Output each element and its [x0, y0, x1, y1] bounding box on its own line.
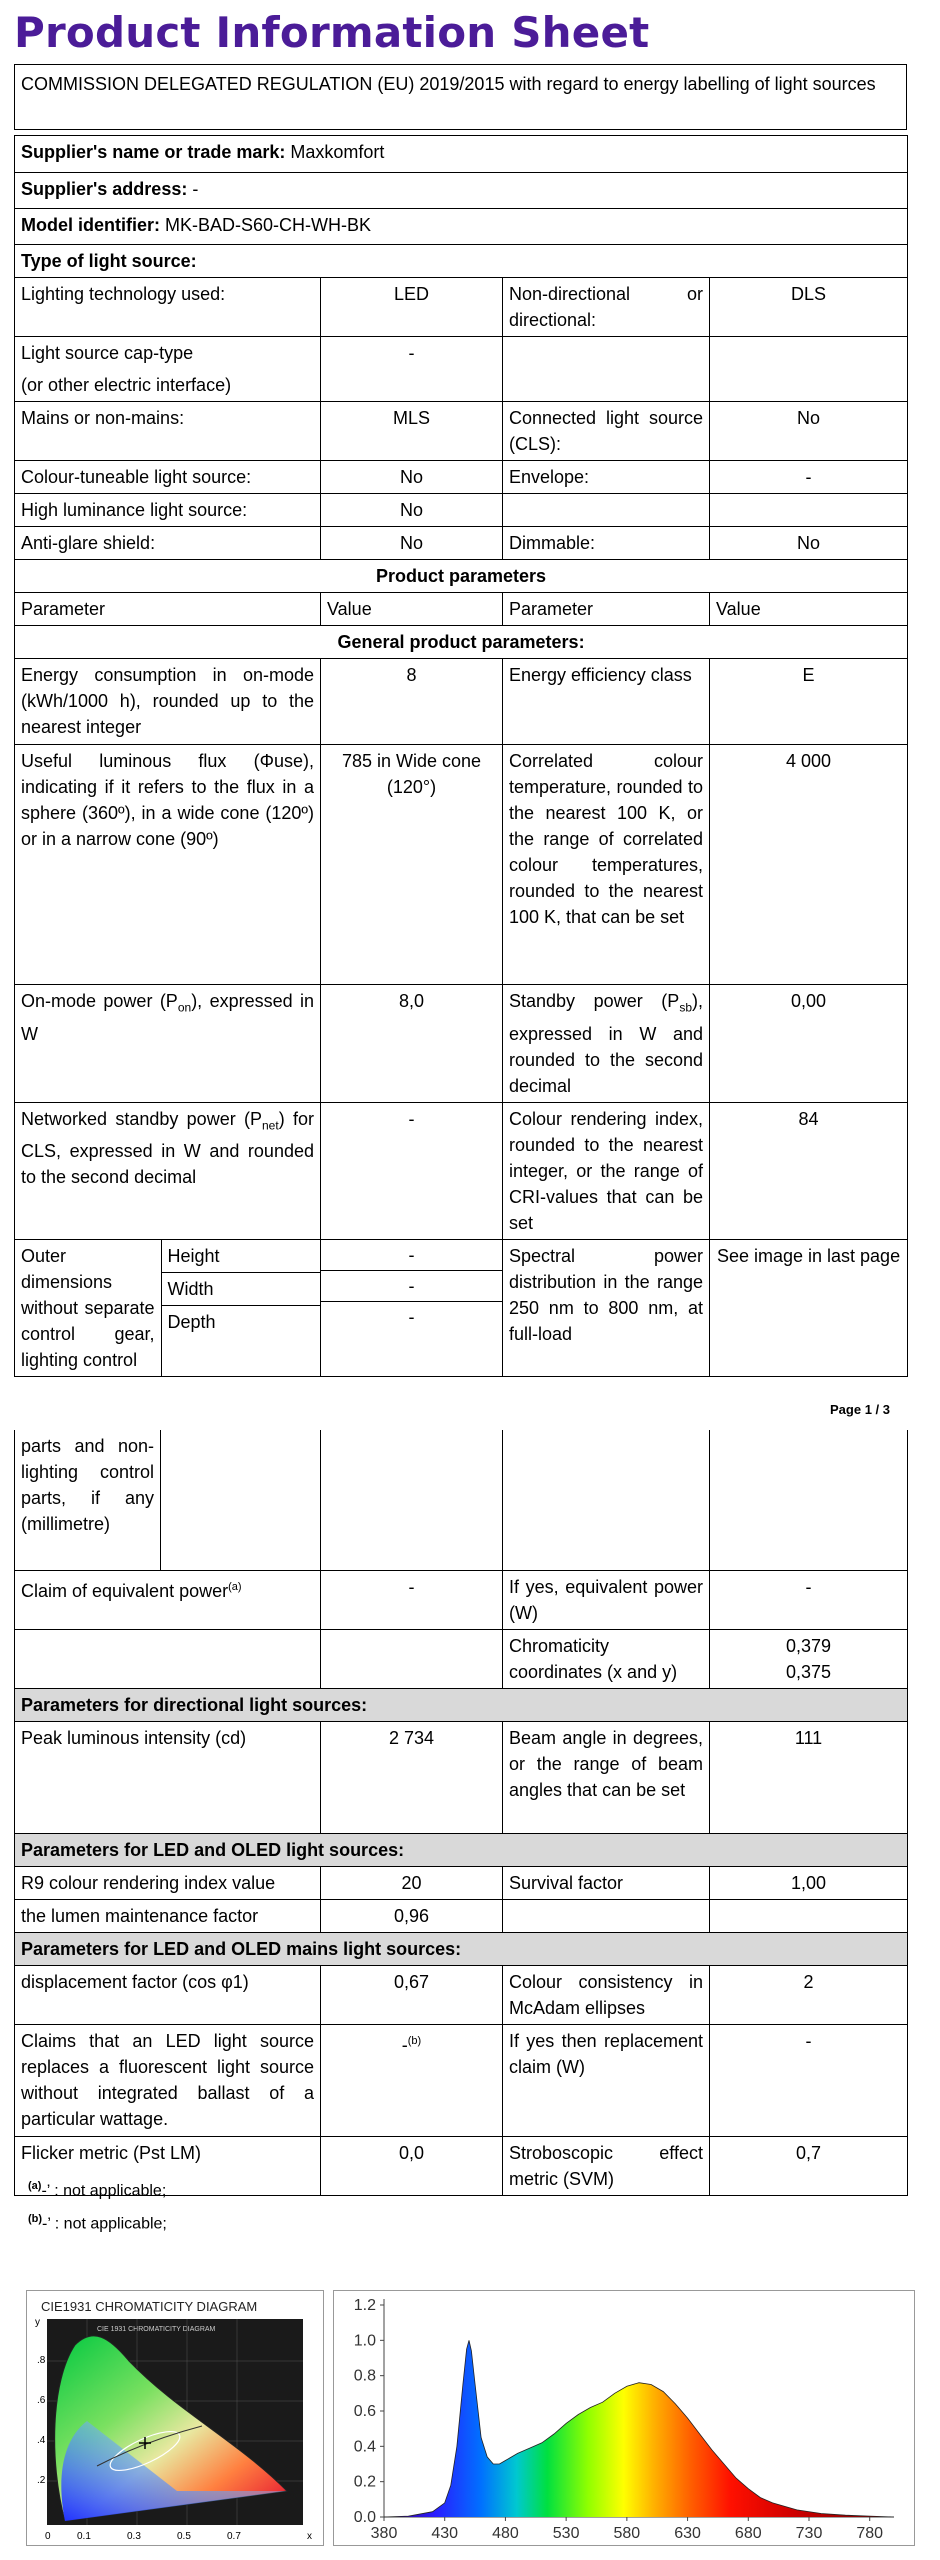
footnote-b-text: -’ : not applicable; — [42, 2215, 167, 2233]
empty-cell — [710, 494, 908, 527]
cie-x-tick: 0.7 — [227, 2531, 241, 2542]
spectral-chart-panel — [333, 2290, 915, 2546]
product-table-page1 — [14, 135, 908, 1377]
page-title: Product Information Sheet — [14, 8, 650, 57]
r9-value: 20 — [321, 1866, 503, 1899]
claim-equivalent-power-label — [15, 1570, 321, 1629]
cct-value: 4 000 — [710, 745, 908, 985]
product-table-page2 — [14, 1430, 908, 2196]
footnote-a-mark: (a) — [28, 2180, 42, 2192]
luminous-flux-label: Useful luminous flux (Φuse), indicating if it refers to the flux in a sphere (360º), in a wide cone (120º) or in a narrow cone (90º) — [15, 745, 321, 985]
x-tick-label: 680 — [734, 2525, 762, 2542]
cie-title: CIE1931 CHROMATICITY DIAGRAM — [41, 2299, 258, 2314]
outer-dimensions-label: Outer dimensions without separate control gear, lighting control — [15, 1240, 161, 1376]
chromaticity-y: 0,375 — [785, 1661, 832, 1682]
model-identifier-row — [15, 209, 908, 245]
networked-standby-label-pre: Networked standby power (P — [21, 1108, 262, 1129]
standby-power-label-sub: sb — [679, 1000, 692, 1015]
mains-label: Mains or non-mains: — [15, 402, 321, 461]
on-mode-power-label-post: ), expressed in W — [21, 991, 314, 1044]
chromaticity-x: 0,379 — [785, 1635, 832, 1656]
fluorescent-claim-note: (b) — [407, 2034, 422, 2047]
model-identifier-value: MK-BAD-S60-CH-WH-BK — [165, 215, 372, 235]
spd-label: Spectral power distribution in the range 250 nm to 800 nm, at full-load — [503, 1239, 710, 1376]
beam-angle-label: Beam angle in degrees, or the range of beam angles that can be set — [503, 1721, 710, 1833]
empty-cell — [710, 1430, 908, 1570]
envelope-value: - — [710, 461, 908, 494]
high-luminance-label: High luminance light source: — [15, 494, 321, 527]
stroboscopic-value: 0,7 — [710, 2136, 908, 2195]
directional-label: Non-directional or directional: — [503, 278, 710, 337]
spectral-area — [384, 2340, 894, 2517]
col-header-parameter: Parameter — [503, 593, 710, 626]
y-tick-label: 1.0 — [353, 2332, 376, 2350]
cie-x-tick: 0.5 — [177, 2531, 191, 2542]
x-tick-label: 780 — [856, 2525, 884, 2542]
cie-x-tick: 0.3 — [127, 2531, 141, 2542]
col-header-value: Value — [710, 593, 908, 626]
displacement-factor-label: displacement factor (cos φ1) — [15, 1965, 321, 2024]
cct-label: Correlated colour temperature, rounded to the nearest 100 K, or the range of correlated colour temperatures, rounded to the nearest 100 K, that can be set — [503, 745, 710, 985]
cap-type-label-line2: (or other electric interface) — [21, 375, 232, 395]
directional-heading: Parameters for directional light sources: — [15, 1688, 908, 1721]
general-parameters-heading: General product parameters: — [15, 626, 908, 659]
empty-cell — [710, 337, 908, 402]
spd-value: See image in last page — [710, 1239, 908, 1376]
networked-standby-label — [15, 1102, 321, 1239]
dimmable-value: No — [710, 527, 908, 560]
empty-cell — [15, 1629, 321, 1688]
standby-power-value: 0,00 — [710, 985, 908, 1103]
equivalent-power-value: - — [710, 1570, 908, 1629]
lumen-maintenance-label: the lumen maintenance factor — [15, 1899, 321, 1932]
survival-factor-value: 1,00 — [710, 1866, 908, 1899]
cie-x-label: x — [307, 2531, 312, 2542]
empty-cell — [321, 1629, 503, 1688]
col-header-value: Value — [321, 593, 503, 626]
x-tick-label: 430 — [431, 2525, 459, 2542]
anti-glare-value: No — [321, 527, 503, 560]
cri-value: 84 — [710, 1102, 908, 1239]
cls-value: No — [710, 402, 908, 461]
supplier-name-value: Maxkomfort — [290, 142, 385, 162]
mains-value: MLS — [321, 402, 503, 461]
cap-type-label-line1: Light source cap-type — [21, 343, 194, 363]
dimmable-label: Dimmable: — [503, 527, 710, 560]
cie-y-tick: .6 — [37, 2395, 46, 2406]
outer-dimensions-label-continued: parts and non-lighting control parts, if any (millimetre) — [15, 1430, 161, 1570]
on-mode-power-label-sub: on — [177, 1000, 192, 1015]
stroboscopic-label: Stroboscopic effect metric (SVM) — [503, 2136, 710, 2195]
y-tick-label: 0.6 — [353, 2403, 376, 2420]
networked-standby-label-sub: net — [262, 1118, 279, 1133]
spectral-marks — [384, 2340, 894, 2517]
energy-class-label: Energy efficiency class — [503, 659, 710, 745]
flicker-metric-value: 0,0 — [321, 2136, 503, 2195]
supplier-name-label: Supplier's name or trade mark: — [21, 142, 286, 162]
height-label: Height — [161, 1240, 320, 1273]
energy-class-value: E — [710, 659, 908, 745]
energy-consumption-value: 8 — [321, 659, 503, 745]
led-oled-mains-heading: Parameters for LED and OLED mains light sources: — [15, 1932, 908, 1965]
footnote-a-text: -’ : not applicable; — [41, 2182, 167, 2200]
cie-y-tick: .8 — [37, 2355, 46, 2366]
peak-intensity-value: 2 734 — [321, 1721, 503, 1833]
cie-chromaticity-panel — [26, 2290, 324, 2546]
depth-label: Depth — [167, 1311, 216, 1332]
colour-consistency-value: 2 — [710, 1965, 908, 2024]
cie-x-tick: 0 — [45, 2531, 51, 2542]
lighting-technology-value: LED — [321, 278, 503, 337]
x-tick-label: 730 — [795, 2525, 823, 2542]
equivalent-power-label: If yes, equivalent power (W) — [503, 1570, 710, 1629]
width-label: Width — [161, 1272, 320, 1305]
footnote-b-mark: (b) — [28, 2213, 43, 2226]
cls-label: Connected light source (CLS): — [503, 402, 710, 461]
standby-power-label-pre: Standby power (P — [509, 991, 680, 1011]
y-tick-label: 0.8 — [353, 2367, 376, 2385]
envelope-label: Envelope: — [503, 461, 710, 494]
directional-value: DLS — [710, 278, 908, 337]
empty-cell — [161, 1430, 321, 1570]
lighting-technology-label: Lighting technology used: — [15, 278, 321, 337]
depth-value: - — [408, 1306, 415, 1327]
spectral-chart-svg — [334, 2291, 914, 2545]
cie-y-label: y — [35, 2317, 40, 2328]
height-value: - — [321, 1240, 502, 1271]
standby-power-label-post: ), expressed in W and rounded to the second decimal — [509, 991, 703, 1096]
on-mode-power-label-pre: On-mode power (P — [21, 991, 178, 1011]
y-tick-label: 0.0 — [353, 2509, 376, 2526]
on-mode-power-value: 8,0 — [321, 985, 503, 1103]
product-parameters-heading: Product parameters — [15, 560, 908, 593]
anti-glare-label: Anti-glare shield: — [15, 527, 321, 560]
y-tick-label: 0.2 — [353, 2473, 376, 2491]
regulation-text: COMMISSION DELEGATED REGULATION (EU) 2019/2015 with regard to energy labelling of light sources — [14, 64, 907, 130]
claim-equivalent-power-note: (a) — [228, 1580, 242, 1593]
peak-intensity-label: Peak luminous intensity (cd) — [15, 1721, 321, 1833]
col-header-parameter: Parameter — [15, 593, 321, 626]
footnote-b — [28, 2205, 167, 2238]
footnote-a — [28, 2172, 167, 2205]
cie-y-tick: .2 — [37, 2475, 46, 2486]
luminous-flux-value: 785 in Wide cone (120°) — [321, 745, 503, 985]
beam-angle-value: 111 — [710, 1721, 908, 1833]
empty-cell — [321, 1430, 503, 1570]
supplier-address-value: - — [192, 179, 199, 199]
x-tick-label: 630 — [674, 2525, 701, 2542]
chromaticity-label: Chromaticity coordinates (x and y) — [503, 1629, 710, 1688]
replacement-claim-label: If yes then replacement claim (W) — [503, 2024, 710, 2136]
claim-equivalent-power-text: Claim of equivalent power — [21, 1580, 229, 1601]
led-oled-heading: Parameters for LED and OLED light sources: — [15, 1833, 908, 1866]
x-tick-label: 480 — [492, 2525, 519, 2542]
empty-cell — [503, 1430, 710, 1570]
outer-dimensions-cell — [15, 1239, 321, 1376]
lumen-maintenance-value: 0,96 — [321, 1899, 503, 1932]
cri-label: Colour rendering index, rounded to the nearest integer, or the range of CRI-values that can be set — [503, 1102, 710, 1239]
standby-power-label — [503, 985, 710, 1103]
displacement-factor-value: 0,67 — [321, 1965, 503, 2024]
fluorescent-claim-value-text: - — [401, 2034, 408, 2055]
x-tick-label: 580 — [613, 2525, 641, 2542]
type-heading: Type of light source: — [15, 245, 908, 278]
footnotes — [28, 2172, 167, 2239]
y-tick-label: 1.2 — [353, 2297, 376, 2314]
r9-label: R9 colour rendering index value — [15, 1866, 321, 1899]
colour-tuneable-label: Colour-tuneable light source: — [15, 461, 321, 494]
empty-cell — [503, 494, 710, 527]
chromaticity-value — [710, 1629, 908, 1688]
x-tick-label: 530 — [552, 2525, 580, 2542]
colour-tuneable-value: No — [321, 461, 503, 494]
replacement-claim-value: - — [710, 2024, 908, 2136]
outer-dimensions-subtable — [15, 1240, 320, 1376]
supplier-address-row — [15, 173, 908, 209]
energy-consumption-label: Energy consumption in on-mode (kWh/1000 h), rounded up to the nearest integer — [15, 659, 321, 745]
cap-type-value: - — [321, 337, 503, 402]
dimensions-values-cell — [321, 1239, 503, 1376]
cie-y-tick: .4 — [37, 2435, 46, 2446]
cie-x-tick: 0.1 — [77, 2531, 91, 2542]
empty-cell — [503, 1899, 710, 1932]
flicker-metric-label: Flicker metric (Pst LM) — [15, 2136, 321, 2195]
supplier-name-row — [15, 136, 908, 173]
supplier-address-label: Supplier's address: — [21, 179, 188, 199]
empty-cell — [710, 1899, 908, 1932]
page-number: Page 1 / 3 — [830, 1402, 890, 1417]
high-luminance-value: No — [321, 494, 503, 527]
survival-factor-label: Survival factor — [503, 1866, 710, 1899]
networked-standby-label-post: ) for CLS, expressed in W and rounded to the second decimal — [21, 1108, 314, 1188]
x-tick-label: 380 — [370, 2525, 398, 2542]
y-tick-label: 0.4 — [353, 2438, 376, 2456]
on-mode-power-label — [15, 985, 321, 1103]
fluorescent-claim-value — [321, 2024, 503, 2136]
networked-standby-value: - — [321, 1102, 503, 1239]
width-value: - — [321, 1271, 502, 1302]
fluorescent-claim-label: Claims that an LED light source replaces a fluorescent light source without integrated ballast of a particular wattage. — [15, 2024, 321, 2136]
claim-equivalent-power-value: - — [321, 1570, 503, 1629]
cap-type-label — [15, 337, 321, 402]
colour-consistency-label: Colour consistency in McAdam ellipses — [503, 1965, 710, 2024]
cie-inner-title: CIE 1931 CHROMATICITY DIAGRAM — [97, 2326, 216, 2333]
model-identifier-label: Model identifier: — [21, 215, 160, 235]
cie-diagram-svg — [27, 2291, 323, 2545]
empty-cell — [503, 337, 710, 402]
